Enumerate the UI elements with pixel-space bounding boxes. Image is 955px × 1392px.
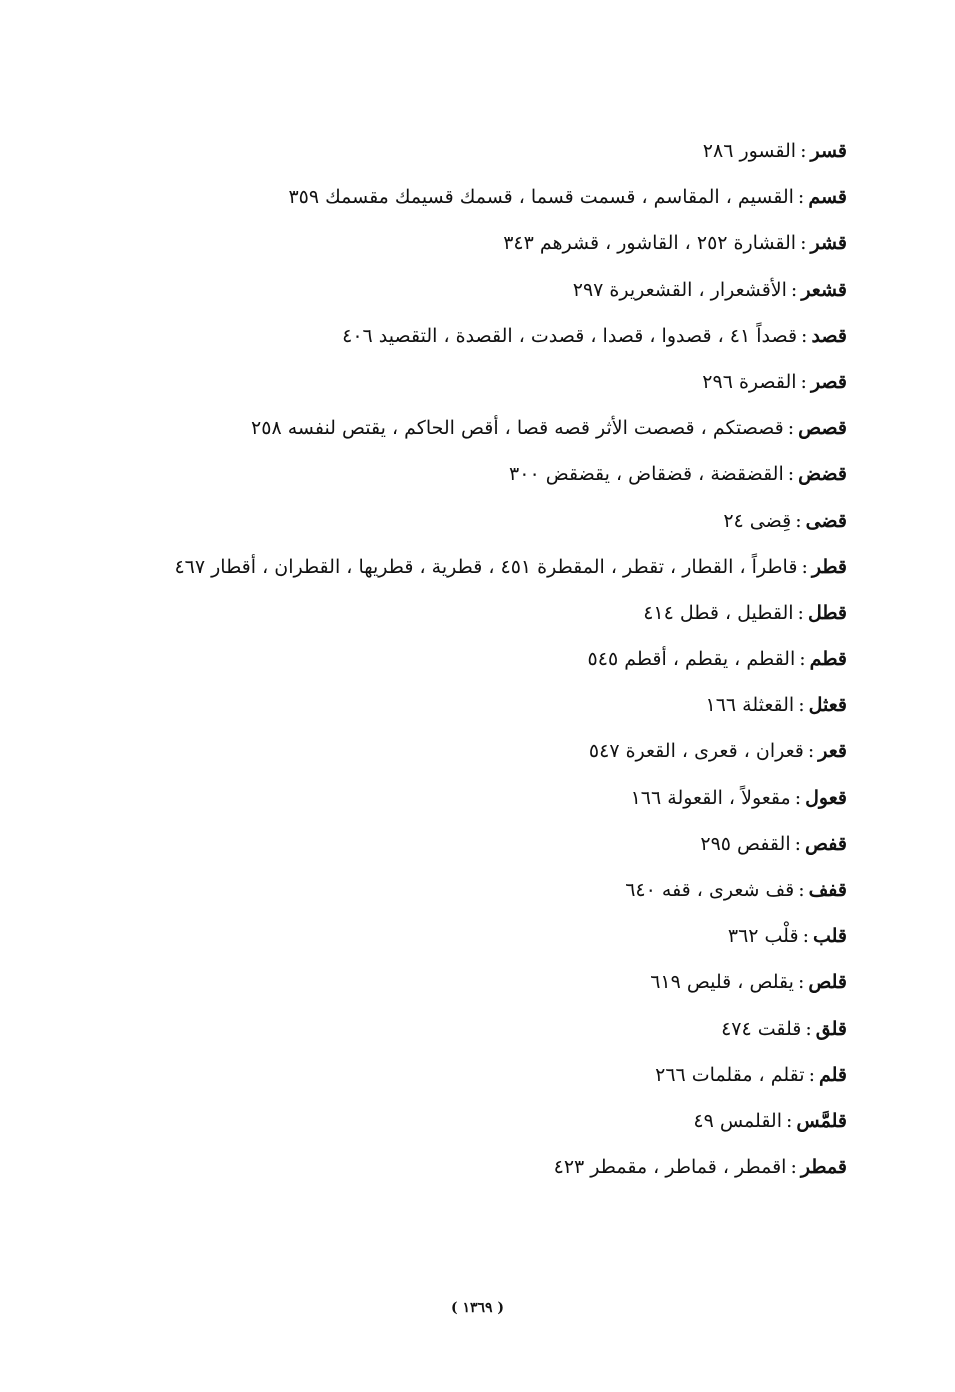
entry-separator: : [800,232,807,255]
entry-root: قطم [809,648,847,671]
index-entry [47,313,847,359]
entry-root: قشر [810,232,847,255]
entry-root: قفف [808,879,847,901]
entry-separator: : [797,186,805,209]
entry-separator: : [787,417,795,440]
entry-root: قصص [798,417,847,440]
entry-text: قلقت ٤٧٤ [721,1017,802,1040]
entry-text: القطيل ، قطل ٤١٤ [643,601,794,624]
entry-text: قلْب ٣٦٢ [727,925,799,948]
entry-text: القطم ، يقطم ، أقطم ٥٤٥ [587,648,796,671]
entry-root: قعر [818,740,847,763]
entry-separator: : [786,1109,793,1132]
entry-text: قعران ، قعرى ، القعرة ٥٤٧ [588,740,804,763]
index-entry [47,1144,847,1190]
entry-separator: : [790,278,798,301]
entry-root: قلم [818,1063,847,1086]
entry-root: قمطر [800,1156,847,1179]
entry-root: قطر [811,555,847,578]
entry-separator: : [802,925,809,948]
index-entry [47,174,847,220]
entry-text: القصرة ٢٩٦ [702,370,797,393]
entry-separator: : [794,786,802,809]
entry-root: قصر [810,370,847,393]
entry-root: قعول [805,786,847,809]
index-entry [47,1052,847,1098]
entry-root: قشعر [801,278,847,301]
entry-separator: : [790,1156,797,1179]
index-entry [47,359,847,405]
entry-separator: : [799,648,806,671]
entry-root: قلص [808,971,847,994]
entry-text: الأقشعرار ، القشعريرة ٢٩٧ [572,278,787,301]
entry-text: يقلص ، قليص ٦١٩ [650,971,794,994]
index-entry [47,220,847,266]
entry-text: القسور ٢٨٦ [702,140,797,162]
entry-separator: : [800,140,807,162]
entry-root: قلمَّس [796,1109,847,1132]
entry-text: القفص ٢٩٥ [700,832,791,855]
entry-separator: : [800,370,807,393]
entry-text: قاطراً ، القطار ، تقطر ، المقطرة ٤٥١ ، قطرية ، قطريها ، القطران ، أقطار ٤٦٧ [174,555,798,578]
index-entry [47,267,847,313]
entry-text: قف شعرى ، قفه ٦٤٠ [625,879,795,901]
index-entry [47,728,847,774]
entry-separator: : [797,601,804,624]
entry-text: تقلم ، مقلمات ٢٦٦ [655,1063,805,1086]
entry-text: اقمطر ، قماطر ، مقمطر ٤٢٣ [553,1156,787,1179]
entry-separator: : [787,463,795,486]
entry-root: قفص [805,832,847,855]
entry-separator: : [801,324,808,347]
index-entry [47,959,847,1005]
entry-root: قضى [805,509,847,532]
entry-text: قصداً ٤١ ، قصدوا ، قصدا ، قصدت ، القصدة ، التقصيد ٤٠٦ [342,324,798,347]
index-entry [47,682,847,728]
index-entry [47,913,847,959]
entry-separator: : [794,832,802,855]
entry-separator: : [808,1063,815,1086]
index-entry [47,1098,847,1144]
entry-text: القعثلة ١٦٦ [705,694,795,717]
entry-root: قصد [811,324,847,347]
index-entry [47,867,847,913]
entry-separator: : [798,694,805,717]
entry-root: قلق [815,1017,847,1040]
entry-separator: : [797,971,805,994]
page-number: ( ١٣٦٩ ) [450,1300,505,1316]
entry-text: القشارة ٢٥٢ ، القاشور ، قشرهم ٣٤٣ [503,232,797,255]
index-entry [47,128,847,174]
entry-root: قسر [810,140,847,162]
index-entry [47,775,847,821]
index-entry [47,498,847,544]
entry-root: قعثل [808,694,847,717]
entry-root: قسم [808,186,847,209]
entry-separator: : [798,879,805,901]
entry-separator: : [795,509,802,532]
entry-separator: : [807,740,815,763]
index-entry [47,405,847,451]
index-entry [47,451,847,497]
entry-root: قضض [798,463,847,486]
entry-text: قصصتكم ، قصصت الأثر قصه قصا ، أقص الحاكم ، يقتص لنفسه ٢٥٨ [251,417,784,440]
entry-separator: : [801,555,808,578]
index-entry [47,636,847,682]
entry-text: مقعولاً ، القعولة ١٦٦ [630,786,791,809]
index-entry [47,590,847,636]
entry-root: قطل [807,601,847,624]
index-entries [47,128,847,1190]
index-entry [47,544,847,590]
index-entry [47,1006,847,1052]
entry-text: القسيم ، المقاسم ، قسمت قسما ، قسمك قسيمك مقسمك ٣٥٩ [288,186,794,209]
entry-text: القلمس ٤٩ [693,1109,782,1132]
entry-text: قِضى ٢٤ [723,509,792,532]
entry-root: قلب [812,925,847,948]
entry-separator: : [805,1017,812,1040]
entry-text: القضقضة ، قضقاض ، يقضقض ٣٠٠ [509,463,784,486]
index-entry [47,821,847,867]
